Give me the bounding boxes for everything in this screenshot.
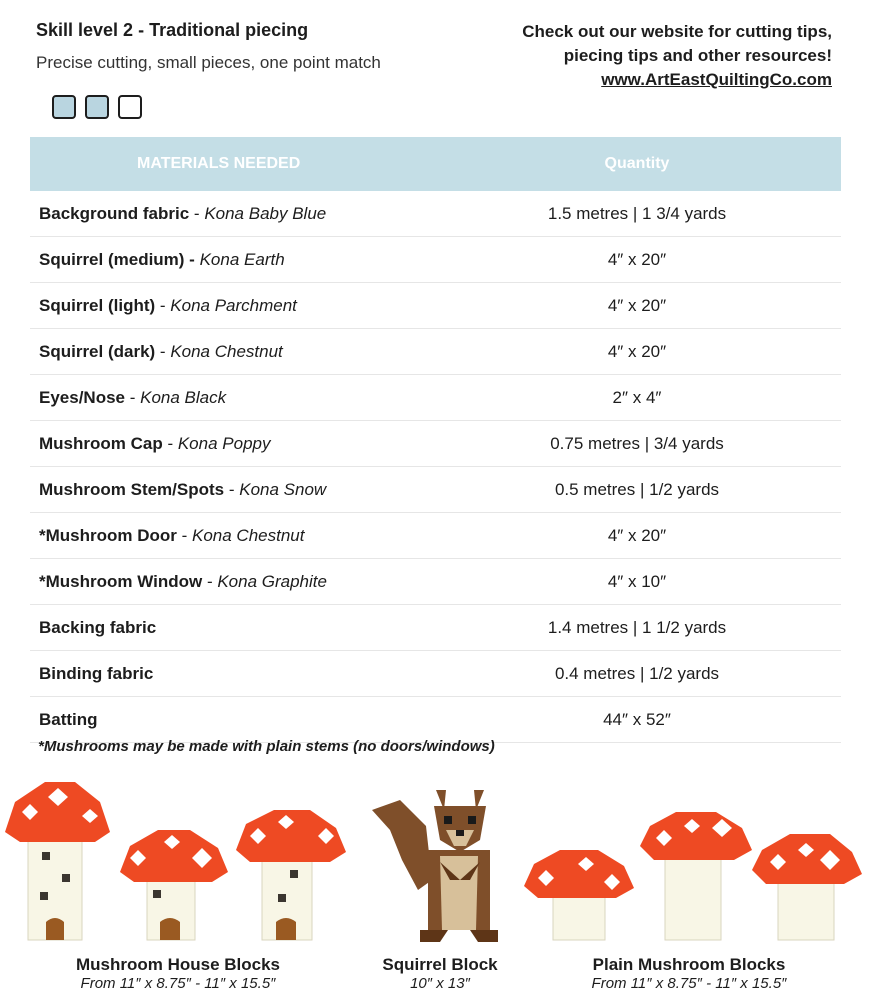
material-cell (30, 664, 433, 684)
caption-squirrel (368, 955, 512, 992)
fabric-name: Kona Chestnut (192, 525, 305, 545)
quantity-cell: 4″ x 10″ (607, 571, 667, 591)
quantity-cell: 1.4 metres | 1 1/2 yards (547, 617, 727, 637)
promo-line-2: piecing tips and other resources! (563, 46, 832, 65)
material-cell (30, 710, 433, 730)
material-label: Backing fabric (39, 617, 157, 637)
table-row (30, 467, 841, 513)
material-cell (30, 572, 433, 592)
table-row (30, 283, 841, 329)
quantity-cell: 0.4 metres | 1/2 yards (554, 663, 720, 683)
fabric-name: Kona Black (140, 387, 227, 407)
material-separator: - (162, 433, 178, 453)
fabric-name: Kona Baby Blue (204, 203, 327, 223)
fabric-name: Kona Parchment (170, 295, 297, 315)
block-title: Mushroom House Blocks (75, 955, 281, 974)
plain-mushroom-block (524, 850, 634, 940)
mushroom-house-block (5, 782, 110, 940)
table-row (30, 237, 841, 283)
material-label: Squirrel (medium) - (39, 249, 195, 269)
promo-line-1: Check out our website for cutting tips, (522, 22, 832, 41)
table-row (30, 329, 841, 375)
table-row (30, 697, 841, 743)
material-cell (30, 296, 433, 316)
material-separator: - (176, 525, 192, 545)
table-header (30, 137, 841, 191)
skill-level-title: Skill level 2 - Traditional piecing (36, 20, 309, 40)
skill-square-empty (118, 95, 142, 119)
fabric-name: Kona Snow (239, 479, 327, 499)
caption-plain-mushroom (566, 955, 812, 992)
material-label: Mushroom Stem/Spots (39, 479, 225, 499)
materials-table (30, 137, 841, 743)
mushroom-house-block (236, 810, 346, 940)
table-row (30, 513, 841, 559)
fabric-name: Kona Poppy (177, 433, 271, 453)
fabric-name: Kona Chestnut (170, 341, 283, 361)
material-separator: - (224, 479, 240, 499)
skill-square-filled (85, 95, 109, 119)
table-row (30, 421, 841, 467)
quantity-cell: 4″ x 20″ (607, 341, 667, 361)
website-link[interactable]: www.ArtEastQuiltingCo.com (601, 70, 832, 89)
material-separator: - (189, 203, 205, 223)
material-separator: - (155, 295, 171, 315)
block-size: 10″ x 13″ (410, 975, 470, 992)
block-title: Plain Mushroom Blocks (592, 955, 786, 974)
block-size: From 11″ x 8.75″ - 11″ x 15.5″ (80, 975, 276, 992)
mushroom-house-block (120, 830, 228, 940)
material-label: Batting (39, 709, 98, 729)
table-row (30, 375, 841, 421)
material-label: *Mushroom Door (39, 525, 177, 545)
material-label: Binding fabric (39, 663, 154, 683)
material-separator: - (202, 571, 218, 591)
material-label: Squirrel (dark) (39, 341, 156, 361)
quantity-cell: 44″ x 52″ (603, 709, 671, 729)
skill-level-description: Precise cutting, small pieces, one point match (36, 53, 381, 72)
material-separator: - (125, 387, 141, 407)
material-cell (30, 434, 433, 454)
material-label: Eyes/Nose (39, 387, 125, 407)
block-size: From 11″ x 8.75″ - 11″ x 15.5″ (591, 975, 787, 992)
material-label: *Mushroom Window (39, 571, 203, 591)
quantity-cell: 1.5 metres | 1 3/4 yards (547, 203, 727, 223)
material-label: Background fabric (39, 203, 190, 223)
quantity-cell: 0.5 metres | 1/2 yards (554, 479, 720, 499)
quantity-cell: 4″ x 20″ (607, 249, 667, 269)
squirrel-block (372, 790, 498, 942)
table-row (30, 605, 841, 651)
table-row (30, 651, 841, 697)
quantity-cell: 0.75 metres | 3/4 yards (550, 433, 724, 453)
quantity-cell: 4″ x 20″ (607, 525, 667, 545)
material-cell (30, 480, 433, 500)
material-cell (30, 204, 433, 224)
website-promo (522, 20, 832, 92)
material-label: Mushroom Cap (39, 433, 163, 453)
header-materials: MATERIALS NEEDED (137, 155, 301, 172)
block-title: Squirrel Block (382, 955, 498, 974)
material-cell (30, 388, 433, 408)
material-separator: - (155, 341, 171, 361)
table-row (30, 191, 841, 237)
material-cell (30, 618, 433, 638)
plain-mushroom-block (752, 834, 862, 940)
material-cell (30, 526, 433, 546)
quantity-cell: 2″ x 4″ (612, 387, 662, 407)
table-row (30, 559, 841, 605)
fabric-name: Kona Graphite (217, 571, 327, 591)
header-quantity: Quantity (604, 155, 670, 172)
skill-square-filled (52, 95, 76, 119)
quantity-cell: 4″ x 20″ (607, 295, 667, 315)
material-cell (30, 250, 433, 270)
material-label: Squirrel (light) (39, 295, 156, 315)
fabric-name: Kona Earth (199, 249, 285, 269)
caption-mushroom-house (58, 955, 298, 992)
material-cell (30, 342, 433, 362)
footnote: *Mushrooms may be made with plain stems (no doors/windows) (38, 738, 495, 755)
plain-mushroom-block (640, 812, 752, 940)
skill-level-indicator (52, 95, 142, 119)
